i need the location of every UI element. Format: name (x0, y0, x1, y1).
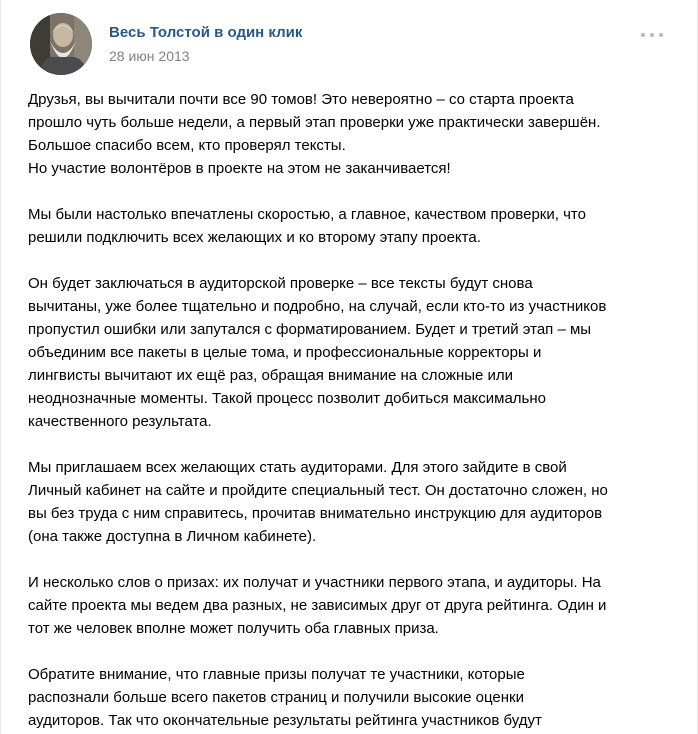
post-paragraph (28, 88, 678, 180)
text-line: Мы приглашаем всех желающих стать аудиторами. Для этого зайдите в свой (28, 459, 567, 476)
text-line: аудиторов. Так что окончательные результаты рейтинга участников будут (28, 712, 542, 729)
more-dots-icon[interactable] (641, 29, 663, 41)
text-line: неоднозначные моменты. Такой процесс позволит добиться максимально (28, 390, 546, 407)
post-paragraph (28, 203, 678, 249)
text-line: вы без труда с ним справитесь, прочитав внимательно инструкцию для аудиторов (28, 505, 603, 522)
text-line: прошло чуть больше недели, а первый этап проверки уже практически завершён. (28, 114, 601, 131)
text-line: Обратите внимание, что главные призы получат те участники, которые (28, 666, 525, 683)
text-line: сайте проекта мы ведем два разных, не зависимых друг от друга рейтинга. Один и (28, 597, 607, 614)
text-line: объединим все пакеты в целые тома, и профессиональные корректоры и (28, 344, 542, 361)
text-line: Но участие волонтёров в проекте на этом не заканчивается! (28, 160, 451, 177)
post-paragraph (28, 272, 678, 433)
text-line: качественного результата. (28, 413, 212, 430)
text-line: тот же человек вполне может получить оба главных приза. (28, 620, 439, 637)
avatar-portrait-image (30, 13, 92, 75)
text-line: И несколько слов о призах: их получат и участники первого этапа, и аудиторы. На (28, 574, 601, 591)
post-paragraph (28, 456, 678, 548)
text-line: распознали больше всего пакетов страниц и получили высокие оценки (28, 689, 524, 706)
text-line: Большое спасибо всем, кто проверял тексты. (28, 137, 346, 154)
text-line: Друзья, вы вычитали почти все 90 томов! Это невероятно – со старта проекта (28, 91, 574, 108)
text-line: лингвисты вычитают их ещё раз, обращая внимание на сложные или (28, 367, 514, 384)
text-line: Личный кабинет на сайте и пройдите специальный тест. Он достаточно сложен, но (28, 482, 608, 499)
post-header (30, 13, 670, 77)
text-line: вычитаны, уже более тщательно и подробно, на случай, если кто-то из участников (28, 298, 607, 315)
post-paragraph (28, 663, 678, 732)
text-line: (она также доступна в Личном кабинете). (28, 528, 317, 545)
text-line: Мы были настолько впечатлены скоростью, а главное, качеством проверки, что (28, 206, 586, 223)
text-line: пропустил ошибки или запутался с форматированием. Будет и третий этап – мы (28, 321, 592, 338)
avatar[interactable] (30, 13, 92, 75)
text-line: Он будет заключаться в аудиторской проверке – все тексты будут снова (28, 275, 533, 292)
text-line: решили подключить всех желающих и ко второму этапу проекта. (28, 229, 481, 246)
author-name[interactable]: Весь Толстой в один клик (109, 24, 303, 41)
post-paragraph (28, 571, 678, 640)
post-date[interactable]: 28 июн 2013 (109, 48, 190, 64)
post-text (28, 88, 678, 734)
